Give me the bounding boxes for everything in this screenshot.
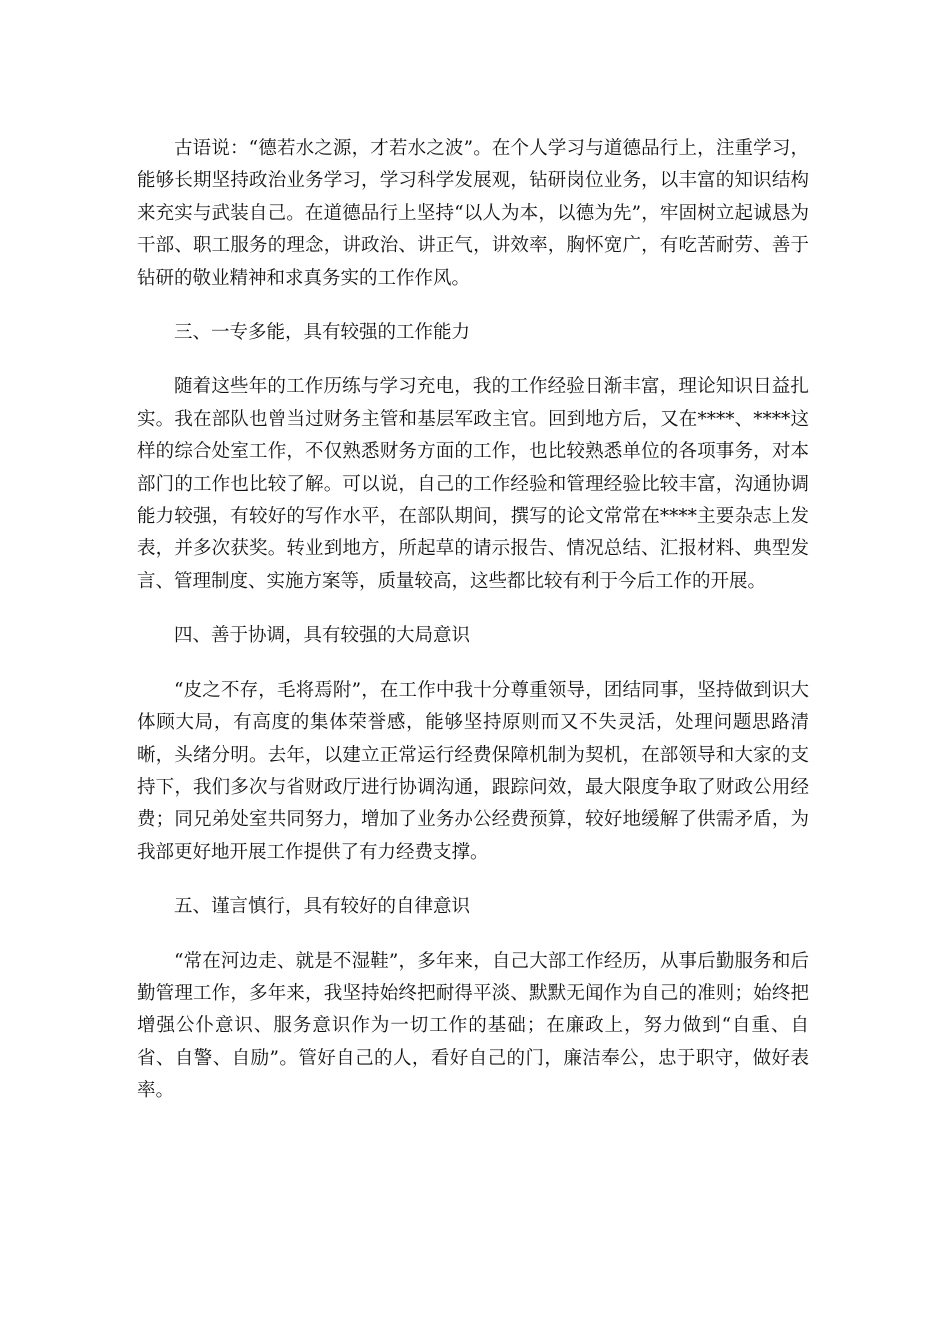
paragraph-gap: [137, 598, 809, 620]
paragraph-work-ability: 随着这些年的工作历练与学习充电，我的工作经验日渐丰富，理论知识日益扎实。我在部队也曾当过财务主管和基层军政主官。回到地方后，又在****、****这样的综合处室工作，不仅熟悉财务方面的工作，也比较熟悉单位的各项事务，对本部门的工作也比较了解。可以说，自己的工作经验和管理经验比较丰富，沟通协调能力较强，有较好的写作水平，在部队期间，撰写的论文常常在****主要杂志上发表，并多次获奖。转业到地方，所起草的请示报告、情况总结、汇报材料、典型发言、管理制度、实施方案等，质量较高，这些都比较有利于今后工作的开展。: [137, 376, 809, 592]
section-heading-5: 五、谨言慎行，具有较好的自律意识: [174, 896, 471, 918]
paragraph-gap: [137, 653, 809, 675]
document-body: [137, 133, 809, 1108]
paragraph-self-discipline: “常在河边走、就是不湿鞋”，多年来，自己大部工作经历，从事后勤服务和后勤管理工作，多年来，我坚持始终把耐得平淡、默默无闻作为自己的准则；始终把增强公仆意识、服务意识作为一切工作的基础；在廉政上，努力做到“自重、自省、自警、自励”。管好自己的人，看好自己的门，廉洁奉公，忠于职守，做好表率。: [137, 950, 809, 1102]
paragraph-coordination: “皮之不存，毛将焉附”，在工作中我十分尊重领导，团结同事，坚持做到识大体顾大局，有高度的集体荣誉感，能够坚持原则而又不失灵活，处理问题思路清晰，头绪分明。去年，以建立正常运行经费保障机制为契机，在部领导和大家的支持下，我们多次与省财政厅进行协调沟通，跟踪问效，最大限度争取了财政公用经费；同兄弟处室共同努力，增加了业务办公经费预算，较好地缓解了供需矛盾，为我部更好地开展工作提供了有力经费支撑。: [137, 679, 809, 863]
paragraph-gap: [137, 295, 809, 317]
section-heading-4: 四、善于协调，具有较强的大局意识: [174, 625, 471, 647]
section-heading-3: 三、一专多能，具有较强的工作能力: [174, 322, 471, 344]
paragraph-gap: [137, 869, 809, 891]
paragraph-moral-conduct: 古语说：“德若水之源，才若水之波”。在个人学习与道德品行上，注重学习，能够长期坚持政治业务学习，学习科学发展观，钻研岗位业务，以丰富的知识结构来充实与武装自己。在道德品行上坚持“以人为本，以德为先”，牢固树立起诚恳为干部、职工服务的理念，讲政治、讲正气，讲效率，胸怀宽广，有吃苦耐劳、善于钻研的敬业精神和求真务实的工作作风。: [137, 138, 809, 289]
paragraph-gap: [137, 924, 809, 946]
paragraph-gap: [137, 349, 809, 371]
